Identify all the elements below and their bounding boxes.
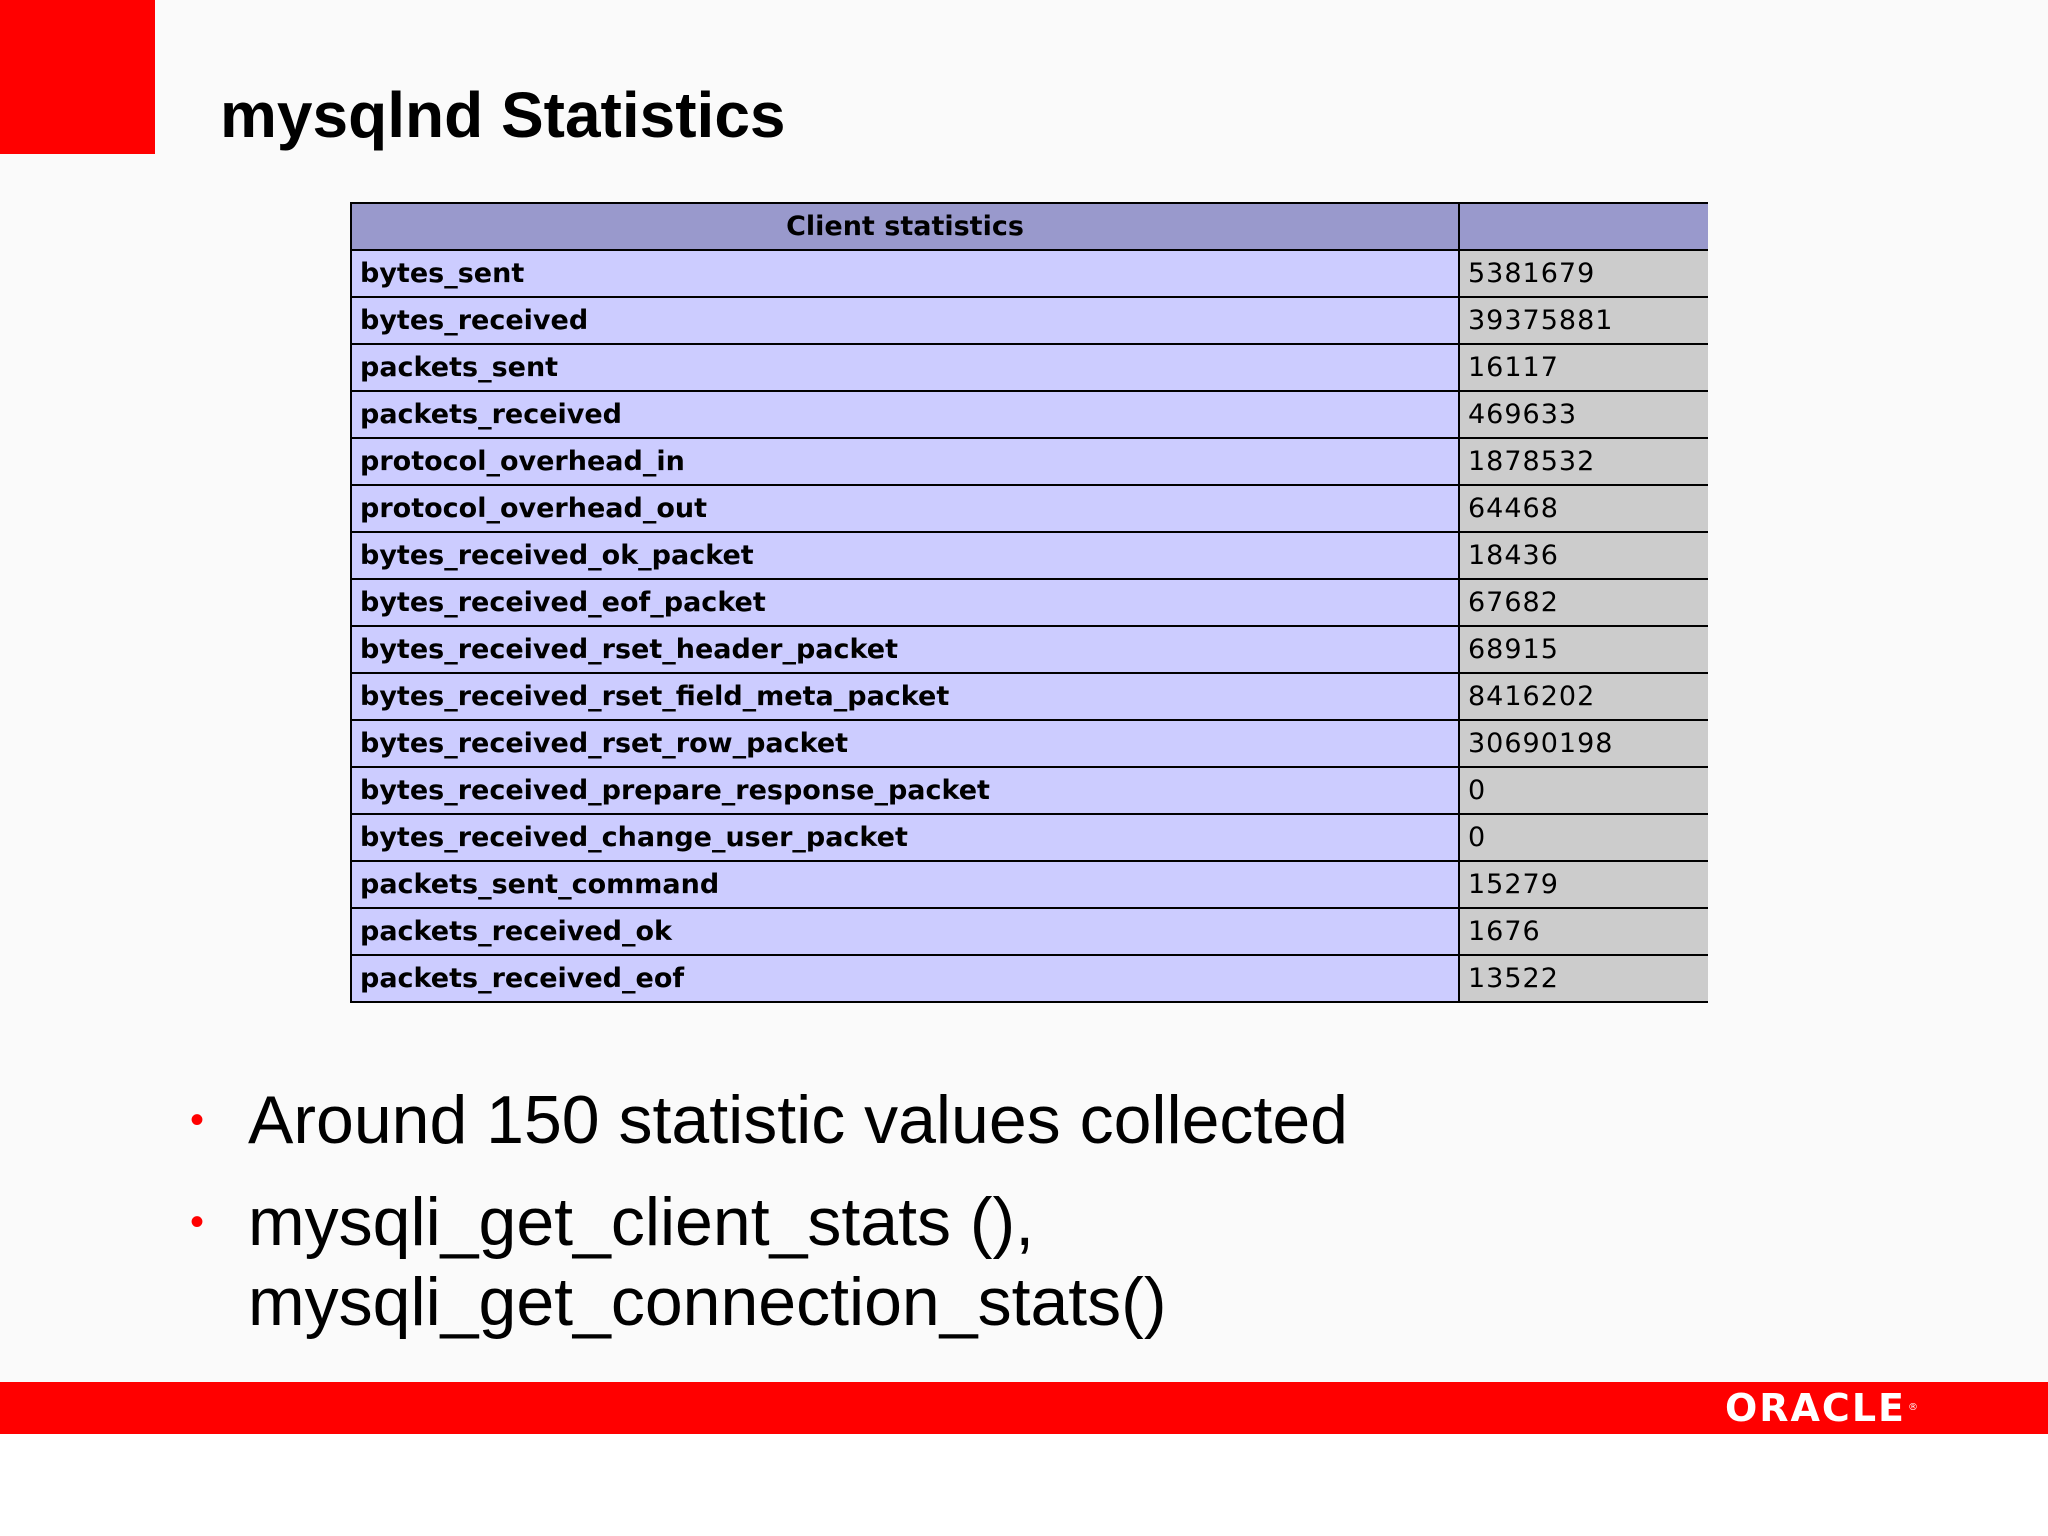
- table-row: [351, 344, 1708, 391]
- table-row: [351, 297, 1708, 344]
- table-row: [351, 485, 1708, 532]
- stat-value-cell: 30690198: [1459, 720, 1708, 767]
- stat-name-cell: protocol_overhead_in: [351, 438, 1459, 485]
- stat-value-cell: 39375881: [1459, 297, 1708, 344]
- torn-edge: [340, 1010, 1720, 1070]
- bullet-text-line-1: mysqli_get_client_stats (),: [248, 1184, 1035, 1260]
- table-row: [351, 626, 1708, 673]
- bullet-item-functions: [190, 1182, 1890, 1342]
- stat-name-cell: packets_received_eof: [351, 955, 1459, 1002]
- statistics-table-screenshot: [350, 202, 1708, 1057]
- stat-value-cell: 68915: [1459, 626, 1708, 673]
- bullet-marker: •: [190, 1200, 205, 1244]
- brand-red-square: [0, 0, 155, 154]
- stat-name-cell: protocol_overhead_out: [351, 485, 1459, 532]
- table-row: [351, 767, 1708, 814]
- bullet-text: Around 150 statistic values collected: [248, 1082, 1348, 1158]
- stat-name-cell: packets_sent: [351, 344, 1459, 391]
- table-row: [351, 438, 1708, 485]
- stat-value-cell: 1878532: [1459, 438, 1708, 485]
- oracle-logo: [1725, 1386, 1920, 1430]
- bullet-list: [190, 1080, 1890, 1364]
- stat-name-cell: packets_received_ok: [351, 908, 1459, 955]
- table-header-row: [351, 203, 1708, 250]
- stat-name-cell: packets_received: [351, 391, 1459, 438]
- stat-value-cell: 13522: [1459, 955, 1708, 1002]
- table-header-value: [1459, 203, 1708, 250]
- stat-value-cell: 16117: [1459, 344, 1708, 391]
- stat-value-cell: 1676: [1459, 908, 1708, 955]
- table-row: [351, 908, 1708, 955]
- stat-name-cell: bytes_sent: [351, 250, 1459, 297]
- stat-name-cell: bytes_received_ok_packet: [351, 532, 1459, 579]
- table-row: [351, 579, 1708, 626]
- table-row: [351, 673, 1708, 720]
- oracle-logo-text: ORACLE: [1724, 1386, 1906, 1430]
- stat-value-cell: 67682: [1459, 579, 1708, 626]
- stat-name-cell: bytes_received_change_user_packet: [351, 814, 1459, 861]
- bullet-item-stats-count: [190, 1080, 1890, 1160]
- stat-name-cell: bytes_received_eof_packet: [351, 579, 1459, 626]
- bullet-marker: •: [190, 1098, 205, 1142]
- stat-value-cell: 0: [1459, 767, 1708, 814]
- table-row: [351, 250, 1708, 297]
- stat-value-cell: 469633: [1459, 391, 1708, 438]
- table-row: [351, 861, 1708, 908]
- stat-name-cell: bytes_received_rset_header_packet: [351, 626, 1459, 673]
- slide-title: mysqlnd Statistics: [220, 79, 786, 151]
- client-statistics-table: [350, 202, 1708, 1003]
- stat-name-cell: packets_sent_command: [351, 861, 1459, 908]
- stat-value-cell: 64468: [1459, 485, 1708, 532]
- footer-bar: [0, 1382, 2048, 1434]
- stat-name-cell: bytes_received_rset_field_meta_packet: [351, 673, 1459, 720]
- stat-value-cell: 18436: [1459, 532, 1708, 579]
- stat-value-cell: 5381679: [1459, 250, 1708, 297]
- table-header-label: Client statistics: [351, 203, 1459, 250]
- stat-value-cell: 0: [1459, 814, 1708, 861]
- table-row: [351, 391, 1708, 438]
- registered-mark: ®: [1908, 1402, 1920, 1413]
- table-row: [351, 955, 1708, 1002]
- table-row: [351, 720, 1708, 767]
- stat-value-cell: 15279: [1459, 861, 1708, 908]
- stat-name-cell: bytes_received: [351, 297, 1459, 344]
- stat-name-cell: bytes_received_rset_row_packet: [351, 720, 1459, 767]
- bullet-text-line-2: mysqli_get_connection_stats(): [248, 1264, 1167, 1340]
- stat-name-cell: bytes_received_prepare_response_packet: [351, 767, 1459, 814]
- table-body: [351, 250, 1708, 1002]
- stat-value-cell: 8416202: [1459, 673, 1708, 720]
- table-row: [351, 532, 1708, 579]
- table-row: [351, 814, 1708, 861]
